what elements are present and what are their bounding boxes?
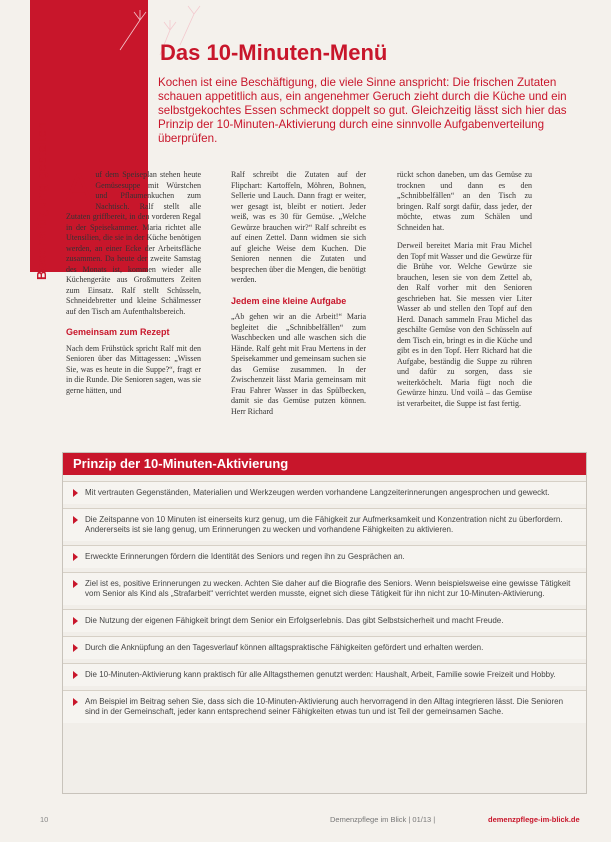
- list-item: [63, 481, 586, 504]
- list-item-text: Ziel ist es, positive Erinnerungen zu wecken. Achten Sie daher auf die Biografie des Seniors. Wenn beispielsweise eine gewisse Tätigkeit vom Senior als Kind als „Strafarbeit“ verrichtet werden musste, eignet sich diese Tätigkeit für ihn nicht zur 10-Minuten-Aktivierung.: [85, 579, 571, 598]
- arrow-bullet-icon: [73, 580, 78, 588]
- page-footer: [30, 815, 590, 829]
- col3-paragraph-2: Derweil bereitet Maria mit Frau Michel den Topf mit Wasser und die Gewürze für die Brühe vor. Welche Gewürze sie brauchen, lesen sie von dem Zettel ab, den Ralf vorher mit den Senioren geschrieben hat. Sie messen vier Liter Wasser ab und stellen den Topf auf den Herd. Danach sammeln Frau Michel das geschälte Gemüse von den Schüsseln auf dem Tisch ein, bringt es in die Küche und gibt es in den Topf. Herr Richard hat die Aufgabe, beständig die Suppe zu rühren und dafür zu sorgen, dass sie weiterköchelt. Maria fügt noch die Gewürze hinzu. Und voilà – das Gemüse ist verarbeitet, die Suppe ist fast fertig.: [397, 241, 532, 408]
- list-item: [63, 636, 586, 659]
- list-item: [63, 545, 586, 568]
- list-item: [63, 609, 586, 632]
- text-column-2: [231, 170, 366, 425]
- list-item-text: Am Beispiel im Beitrag sehen Sie, dass sich die 10-Minuten-Aktivierung auch hervorragend in den Alltag integrieren lässt. Die Senioren sind in der Gemeinschaft, jeder kann entsprechend seiner Fähigkeiten etwas tun und ist Teil der gemeinsamen Sache.: [85, 697, 564, 716]
- magazine-info: Demenzpflege im Blick | 01/13 |: [330, 815, 436, 824]
- info-box-header: [63, 453, 586, 475]
- page-number: 10: [40, 815, 49, 824]
- list-item-text: Die 10-Minuten-Aktivierung kann praktisch für alle Alltagsthemen genutzt werden: Haushalt, Arbeit, Familie sowie Freizeit und Hobby.: [85, 670, 556, 679]
- info-box-list: [63, 481, 586, 727]
- article-title: Das 10-Minuten-Menü: [160, 40, 388, 65]
- info-box-title: Prinzip der 10-Minuten-Aktivierung: [73, 456, 289, 471]
- col1-paragraph-2: Nach dem Frühstück spricht Ralf mit den Senioren über das Mittagessen: „Wissen Sie, was es heute in die Suppe?“, fragt er in die Runde. Die Senioren sagen, was sie gerne hätten, und: [66, 343, 201, 395]
- section-label-light: gestalten: [34, 121, 49, 180]
- col3-paragraph-1: rückt schon daneben, um das Gemüse zu trocknen und dann es den „Schnibbelfällen“ an den Tisch zu bringen. Ralf sorgt dafür, dass jeder, der möchte, etwas zum Schälen und Schneiden hat.: [397, 170, 532, 232]
- magazine-url-link[interactable]: demenzpflege-im-blick.de: [488, 815, 580, 824]
- subhead-gemeinsam: Gemeinsam zum Rezept: [66, 327, 170, 337]
- list-item-text: Die Zeitspanne von 10 Minuten ist einerseits kurz genug, um die Fähigkeit zur Aufmerksamkeit und Konzentration nicht zu überfordern. Andererseits ist sie lang genug, um Erinnerungen zu wecken und vorhandene Fähigkeiten zu aktivieren.: [85, 515, 563, 534]
- list-item-text: Die Nutzung der eigenen Fähigkeit bringt dem Senior ein Erfolgserlebnis. Das gibt Selbstsicherheit und macht Freude.: [85, 616, 504, 625]
- arrow-bullet-icon: [73, 489, 78, 497]
- list-item: [63, 572, 586, 605]
- list-item-text: Erweckte Erinnerungen fördern die Identität des Seniors und regen ihn zu Gesprächen an.: [85, 552, 405, 561]
- info-box: [62, 452, 587, 794]
- arrow-bullet-icon: [73, 553, 78, 561]
- list-item: [63, 508, 586, 541]
- list-item-text: Durch die Anknüpfung an den Tagesverlauf können alltagspraktische Fähigkeiten gefördert und erhalten werden.: [85, 643, 484, 652]
- list-item: [63, 663, 586, 686]
- arrow-bullet-icon: [73, 671, 78, 679]
- list-item: [63, 690, 586, 723]
- section-label-bold: Beschäftigung: [34, 183, 49, 280]
- subhead-aufgabe: Jedem eine kleine Aufgabe: [231, 295, 347, 306]
- col1-paragraph-1: uf dem Speiseplan stehen heute Gemüsesuppe mit Würstchen und Pflaumenkuchen zum Nachtisch. Ralf stellt alle Zutaten griffbereit, in den vorderen Regal in der Speisekammer. Maria richtet alle Utensilien, die sie in der Küche benötigen werden, an einer Ecke der Arbeitsfläche zusammen. Da heute der zweite Samstag des Monats ist, kommen wieder alle Küchengeräte aus Großmutters Zeiten zum Einsatz. Ralf stellt Schüsseln, Schneidebretter und kleine Schälmesser auf den Tisch am Aufenthaltsbereich.: [66, 170, 201, 316]
- drop-cap: A: [66, 167, 92, 209]
- arrow-bullet-icon: [73, 516, 78, 524]
- col2-paragraph-2: „Ab gehen wir an die Arbeit!“ Maria begleitet die „Schnibbelfällen“ zum Waschbecken und alle waschen sich die Hände. Ralf geht mit Frau Mertens in der Speisekammer und gemeinsam suchen sie das Gemüse zusammen. In der Zwischenzeit lässt Maria gemeinsam mit Frau Fahrer Wasser in das Spülbecken, damit sie das Gemüse putzen können. Herr Richard: [231, 312, 366, 416]
- arrow-bullet-icon: [73, 698, 78, 706]
- text-column-3: [397, 170, 532, 417]
- col2-paragraph-1: Ralf schreibt die Zutaten auf der Flipchart: Kartoffeln, Möhren, Bohnen, Sellerie und Lauch. Dann fragt er weiter, wer gesagt ist, bleibt er notiert. Jeder weiß, was es 30 für Gemüse. „Welche Gewürze brauchen wir?“ Ralf schreibt es auf einen Zettel. Dann widmen sie sich auf gleiche Weise dem Kuchen. Die Senioren nennen die Zutaten und besprechen über die Mengen, die benötigt werden.: [231, 170, 366, 284]
- arrow-bullet-icon: [73, 617, 78, 625]
- list-item-text: Mit vertrauten Gegenständen, Materialien und Werkzeugen werden vorhandene Langzeiterinnerungen angesprochen und geweckt.: [85, 488, 550, 497]
- article-lead: Kochen ist eine Beschäftigung, die viele Sinne anspricht: Die frischen Zutaten schauen appetitlich aus, ein angenehmer Geruch zieht durch die Küche und ein selbstgekochtes Essen schmeckt doppelt so gut. Gleichzeitig lässt sich hier das Prinzip der 10-Minuten-Aktivierung durch eine sinnvolle Aufgabenverteilung überprüfen.: [158, 76, 567, 145]
- arrow-bullet-icon: [73, 644, 78, 652]
- text-column-1: [66, 167, 201, 404]
